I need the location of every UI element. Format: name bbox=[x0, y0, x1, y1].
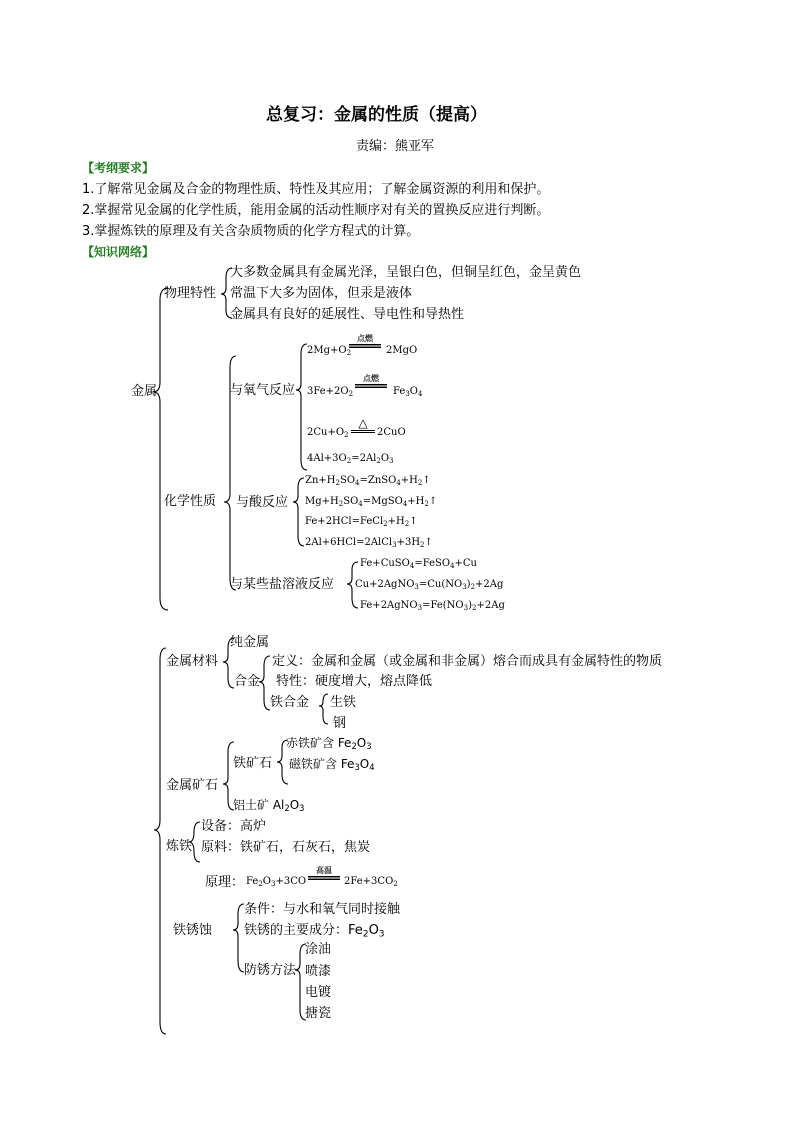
smelting-materials: 原料：铁矿石，石灰石，焦炭 bbox=[201, 840, 371, 855]
acid-reaction-1: $Zn+H_2SO_4=ZnSO_4+H_2↑$ bbox=[305, 475, 431, 487]
brace-rust bbox=[233, 904, 244, 972]
bauxite: 铝土矿 $Al_2O_3$ bbox=[233, 798, 305, 814]
node-alloy: 合金 bbox=[234, 674, 261, 689]
oxygen-reaction-2: $3Fe+2O_2$ bbox=[307, 386, 354, 398]
acid-reaction-3: $Fe+2HCl=FeCl_2+H_2↑$ bbox=[305, 516, 418, 528]
node-materials: 金属材料 bbox=[166, 654, 219, 669]
condition-high-temp: 高温 bbox=[308, 867, 340, 880]
node-physical: 物理特性 bbox=[164, 286, 217, 301]
page-title: 总复习：金属的性质（提高） bbox=[266, 105, 487, 125]
node-pure-metal: 纯金属 bbox=[230, 635, 270, 650]
alloy-property: 特性：硬度增大，熔点降低 bbox=[276, 674, 433, 689]
node-smelting: 炼铁 bbox=[166, 839, 193, 854]
acid-reaction-4: $2Al+6HCl=2AlCl_3+3H_2↑$ bbox=[305, 537, 433, 549]
network-heading: 【知识网络】 bbox=[82, 245, 155, 259]
physical-item-2: 常温下大多为固体，但汞是液体 bbox=[230, 286, 413, 301]
smelting-equipment: 设备：高炉 bbox=[201, 819, 267, 834]
node-iron-ore: 铁矿石 bbox=[233, 756, 273, 771]
node-acid: 与酸反应 bbox=[236, 495, 289, 510]
rust-component: 铁锈的主要成分：$Fe_2O_3$ bbox=[244, 923, 385, 940]
pig-iron: 生铁 bbox=[330, 695, 357, 710]
node-chemical: 化学性质 bbox=[164, 494, 217, 509]
brace-acid bbox=[293, 478, 304, 546]
prevent-method-1: 涂油 bbox=[305, 942, 332, 957]
brace-root bbox=[153, 288, 168, 610]
kaogang-item-2: 2.掌握常见金属的化学性质，能用金属的活动性顺序对有关的置换反应进行判断。 bbox=[82, 203, 550, 218]
salt-reaction-2: $Cu+2AgNO_3=Cu(NO_3)_2+2Ag$ bbox=[355, 579, 504, 591]
oxygen-product-2: $Fe_3O_4$ bbox=[393, 386, 423, 398]
node-iron-alloy: 铁合金 bbox=[270, 695, 310, 710]
steel: 钢 bbox=[333, 716, 347, 731]
node-prevent-rust: 防锈方法 bbox=[244, 963, 297, 978]
condition-ignite-2: 点燃 bbox=[355, 375, 387, 388]
brace-iron-alloy bbox=[319, 694, 328, 724]
rust-condition: 条件：与水和氧气同时接触 bbox=[244, 902, 401, 917]
brace-tree2 bbox=[154, 648, 166, 1034]
condition-ignite-1: 点燃 bbox=[349, 335, 381, 348]
oxygen-product-3: 2CuO bbox=[377, 427, 406, 438]
editor-line: 责编：熊亚军 bbox=[356, 139, 435, 154]
brace-oxygen bbox=[296, 344, 307, 470]
prevent-method-3: 电镀 bbox=[305, 985, 332, 1000]
node-oxygen: 与氧气反应 bbox=[230, 383, 296, 398]
oxygen-reaction-4: $4Al+3O_2=2Al_2O_3$ bbox=[307, 453, 394, 465]
brace-alloy bbox=[259, 656, 270, 710]
kaogang-item-3: 3.掌握炼铁的原理及有关含杂质物质的化学方程式的计算。 bbox=[82, 224, 420, 239]
salt-reaction-3: $Fe+2AgNO_3=Fe(NO_3)_2+2Ag$ bbox=[360, 600, 505, 612]
kaogang-item-1: 1.了解常见金属及合金的物理性质、特性及其应用；了解金属资源的利用和保护。 bbox=[82, 182, 550, 197]
condition-heat: △ bbox=[351, 417, 375, 433]
prevent-method-2: 喷漆 bbox=[305, 964, 332, 979]
prevent-method-4: 搪瓷 bbox=[305, 1006, 332, 1021]
node-rust: 铁锈蚀 bbox=[173, 923, 213, 938]
physical-item-1: 大多数金属具有金属光泽，呈银白色，但铜呈红色，金呈黄色 bbox=[230, 265, 582, 280]
node-metal: 金属 bbox=[131, 384, 158, 399]
salt-reaction-1: Fe+CuSO$_4$=FeSO$_4$+Cu bbox=[360, 558, 478, 570]
node-ores: 金属矿石 bbox=[166, 778, 219, 793]
kaogang-heading: 【考纲要求】 bbox=[82, 161, 155, 175]
acid-reaction-2: $Mg+H_2SO_4=MgSO_4+H_2↑$ bbox=[305, 496, 438, 508]
smelting-principle-label: 原理： bbox=[205, 875, 245, 890]
smelting-principle-right: $2Fe+3CO_2$ bbox=[344, 876, 398, 888]
oxygen-product-1: 2MgO bbox=[386, 345, 418, 356]
oxygen-reaction-3: $2Cu+O_2$ bbox=[307, 427, 349, 439]
oxygen-reaction-1: $2Mg+O_2$ bbox=[307, 345, 352, 357]
magnetite: 磁铁矿含 $Fe_3O_4$ bbox=[289, 757, 375, 773]
physical-item-3: 金属具有良好的延展性、导电性和导热性 bbox=[230, 307, 465, 322]
hematite: 赤铁矿含 $Fe_2O_3$ bbox=[286, 736, 372, 752]
node-salt: 与某些盐溶液反应 bbox=[230, 577, 335, 592]
smelting-principle-left: $Fe_2O_3+3CO$ bbox=[246, 876, 307, 888]
alloy-definition: 定义：金属和金属（或金属和非金属）熔合而成具有金属特性的物质 bbox=[272, 654, 663, 669]
